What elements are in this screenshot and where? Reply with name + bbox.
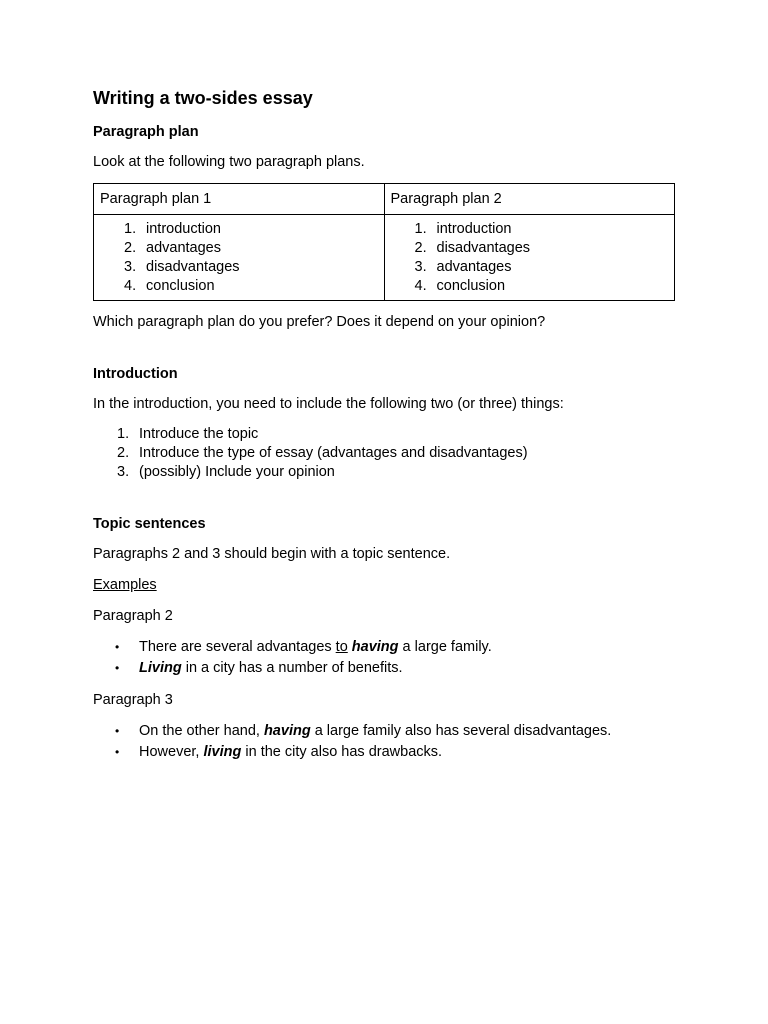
examples-label: Examples: [93, 577, 157, 593]
paragraph3-examples: [93, 721, 693, 763]
list-item: 4. conclusion: [124, 278, 215, 294]
list-item: 2. disadvantages: [414, 240, 531, 256]
paragraph-plan-intro: Look at the following two paragraph plans.: [93, 154, 365, 170]
list-item: • There are several advantages to having a large family.: [93, 637, 693, 658]
document-page: [93, 86, 693, 763]
list-item: • On the other hand, having a large family also has several disadvantages.: [93, 721, 693, 742]
list-item: 3. (possibly) Include your opinion: [117, 464, 335, 480]
list-item: 3. advantages: [414, 259, 512, 275]
list-item: 3. disadvantages: [124, 259, 240, 275]
list-item: 4. conclusion: [414, 278, 506, 294]
introduction-list: [93, 425, 693, 482]
introduction-text: In the introduction, you need to include the following two (or three) things:: [93, 396, 564, 412]
paragraph2-label: Paragraph 2: [93, 608, 173, 624]
heading-introduction: Introduction: [93, 366, 178, 382]
paragraph2-examples: [93, 637, 693, 679]
list-item: • However, living in the city also has drawbacks.: [93, 742, 693, 763]
document-title: Writing a two-sides essay: [93, 88, 313, 108]
bullet-icon: •: [115, 724, 120, 738]
plan2-cell: [384, 215, 675, 301]
plan1-header: Paragraph plan 1: [94, 184, 385, 215]
plan2-header: Paragraph plan 2: [384, 184, 675, 215]
bullet-icon: •: [115, 661, 120, 675]
list-item: 1. Introduce the topic: [117, 426, 259, 442]
plan1-cell: [94, 215, 385, 301]
paragraph-plan-question: Which paragraph plan do you prefer? Does it depend on your opinion?: [93, 314, 546, 330]
bullet-icon: •: [115, 745, 120, 759]
paragraph3-label: Paragraph 3: [93, 692, 173, 708]
bullet-icon: •: [115, 640, 120, 654]
heading-topic-sentences: Topic sentences: [93, 516, 206, 532]
plan2-list: [391, 220, 669, 296]
plan1-list: [100, 220, 378, 296]
list-item: 1. introduction: [414, 221, 512, 237]
paragraph-plans-table: [93, 183, 675, 301]
list-item: • Living in a city has a number of benefits.: [93, 658, 693, 679]
list-item: 2. advantages: [124, 240, 221, 256]
topic-sentences-text: Paragraphs 2 and 3 should begin with a topic sentence.: [93, 546, 451, 562]
list-item: 1. introduction: [124, 221, 221, 237]
list-item: 2. Introduce the type of essay (advantages and disadvantages): [117, 445, 528, 461]
heading-paragraph-plan: Paragraph plan: [93, 124, 199, 140]
